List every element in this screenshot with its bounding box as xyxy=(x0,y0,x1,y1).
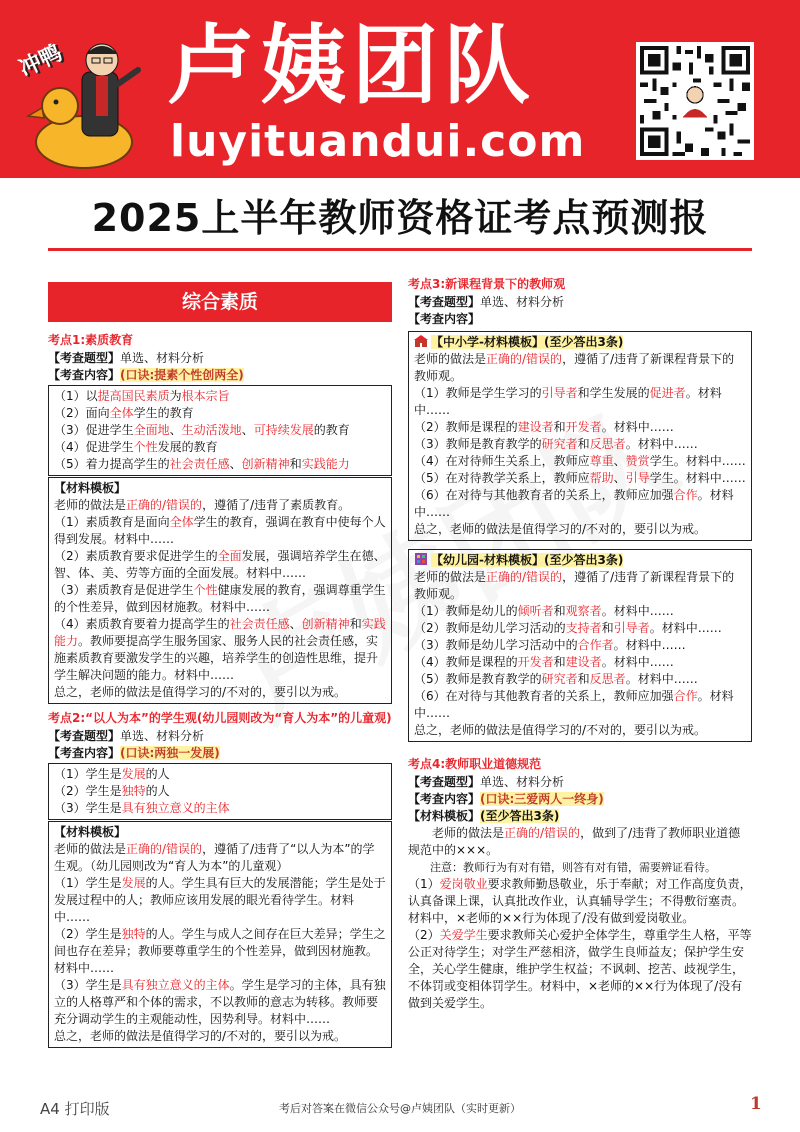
key-term: 尊重 xyxy=(589,454,614,468)
key-term: 具有独立意义的主体 xyxy=(121,801,230,815)
line-text: 。材料中…… xyxy=(625,672,698,686)
key-term: 观察者 xyxy=(565,604,602,618)
line-text: （2）教师是幼儿学习活动的 xyxy=(414,621,566,635)
line-text: （5）着力提高学生的 xyxy=(54,457,170,471)
line-text: 和 xyxy=(577,437,590,451)
k1-mat-intro xyxy=(54,497,386,514)
line-text: 的教育 xyxy=(313,423,350,437)
k1-mat-end: 总之，老师的做法是值得学习的/不对的，要引以为戒。 xyxy=(54,685,347,699)
list-item xyxy=(54,388,386,405)
k3-type-line xyxy=(408,294,752,311)
list-item xyxy=(54,800,386,817)
key-term: 研究者 xyxy=(541,672,578,686)
kindergarten-icon xyxy=(414,552,428,566)
line-text: （1）学生是 xyxy=(54,767,122,781)
title-divider xyxy=(48,248,752,251)
line-text: （2）学生是 xyxy=(54,927,122,941)
k3-title: 考点3:新课程背景下的教师观 xyxy=(408,277,566,291)
k1-mat-label: 【材料模板】 xyxy=(54,481,127,495)
line-text: 。学生是学习的主体，具有独立的人格尊严和个体的需求，不以教师的意志为转移。教师要充分调动学生的主观能动性，因势利导。材料中…… xyxy=(54,978,386,1026)
k2-type-line xyxy=(48,728,392,745)
key-term: 全面地 xyxy=(133,423,170,437)
k4-items xyxy=(408,876,752,1012)
line-text: （3）学生是 xyxy=(54,801,122,815)
line-text: 的人。学生具有巨大的发展潜能；学生是处于发展过程中的人；教师应该用发展的眼光看待学生。材料中…… xyxy=(54,876,386,924)
line-text: （3）素质教育是促进学生 xyxy=(54,583,194,597)
line-text: （1） xyxy=(408,877,440,891)
k4-mat-label: 【材料模板】 xyxy=(408,809,481,823)
brand-title: 卢姨团队 xyxy=(168,16,536,116)
key-term: 具有独立意义的主体 xyxy=(121,978,230,992)
line-text: 老师的做法是 xyxy=(54,842,127,856)
line-text: 老师的做法是 xyxy=(54,498,127,512)
qr-code-icon[interactable] xyxy=(636,42,754,160)
key-term: 合作 xyxy=(673,689,698,703)
line-text: （3）学生是 xyxy=(54,978,122,992)
key-term: 建设者 xyxy=(565,655,602,669)
list-item xyxy=(414,671,746,688)
line-text: ，遵循了/违背了素质教育。 xyxy=(202,498,351,512)
key-term: 全体 xyxy=(109,406,134,420)
k1-items-box xyxy=(48,385,392,476)
line-text: （3）教师是教育教学的 xyxy=(414,437,542,451)
k3-school-box xyxy=(408,331,752,541)
list-item xyxy=(54,439,386,456)
k3-content-label: 【考查内容】 xyxy=(408,312,481,326)
key-term: 创新精神 xyxy=(241,457,290,471)
section-banner: 综合素质 xyxy=(48,282,392,322)
key-term: 个性 xyxy=(193,583,218,597)
k2-type-value: 单选、材料分析 xyxy=(120,729,205,743)
key-term: 正确的/错误的 xyxy=(504,826,581,840)
line-text: 和学生发展的 xyxy=(577,386,650,400)
key-term: 合作 xyxy=(673,488,698,502)
k3-kg-title: 【幼儿园-材料模板】(至少答出3条) xyxy=(431,553,624,567)
k3-kg-items xyxy=(414,603,746,722)
key-term: 引导者 xyxy=(541,386,578,400)
list-item xyxy=(414,436,746,453)
line-text: 学生。材料中…… xyxy=(649,454,746,468)
line-text: （2）教师是课程的 xyxy=(414,420,518,434)
key-term: 独特 xyxy=(121,927,146,941)
line-text: 。材料中…… xyxy=(649,621,722,635)
line-text: 发展的教育 xyxy=(157,440,218,454)
key-term: 建设者 xyxy=(517,420,554,434)
line-text: 的人 xyxy=(145,784,170,798)
list-item xyxy=(408,876,752,927)
key-term: 引导者 xyxy=(613,621,650,635)
k3-kg-end: 总之，老师的做法是值得学习的/不对的，要引以为戒。 xyxy=(414,723,707,737)
list-item xyxy=(54,405,386,422)
line-text: 和 xyxy=(553,604,566,618)
list-item xyxy=(414,603,746,620)
line-text: 。材料中…… xyxy=(601,420,674,434)
line-text: 。教师要提高学生服务国家、服务人民的社会责任感，实施素质教育要激发学生的兴趣，培养学生的创造性思维，提升学生解决问题的能力。材料中…… xyxy=(54,634,379,682)
line-text: 要求教师关心爱护全体学生，尊重学生人格，平等公正对待学生；对学生严慈相济，做学生良师益友；保护学生安全，关心学生健康，维护学生权益；不讽刺、挖苦、歧视学生，不体罚或变相体罚学生。材料中，×老师的××行为体现了/没有做到关爱学生。 xyxy=(408,928,752,1010)
list-item xyxy=(414,470,746,487)
line-text: 、 xyxy=(613,471,626,485)
line-text: 学生的教育 xyxy=(133,406,194,420)
list-item xyxy=(54,456,386,473)
list-item xyxy=(54,977,386,1028)
line-text: ，做到了/违背了教师职业道德规范中的×××。 xyxy=(408,826,741,857)
k3-school-end: 总之，老师的做法是值得学习的/不对的，要引以为戒。 xyxy=(414,522,707,536)
line-text: （3）教师是幼儿学习活动中的 xyxy=(414,638,578,652)
k4-type-line xyxy=(408,774,752,791)
key-term: 正确的/错误的 xyxy=(486,570,563,584)
k3-school-intro xyxy=(414,351,746,385)
list-item xyxy=(414,637,746,654)
line-text: （4）素质教育要着力提高学生的 xyxy=(54,617,230,631)
line-text: ，遵循了/违背了“以人为本”的学生观。（幼儿园则改为“育人为本”的儿童观） xyxy=(54,842,375,873)
key-term: 赞赏 xyxy=(625,454,650,468)
line-text: 、 xyxy=(289,617,302,631)
k2-content-line xyxy=(48,745,392,762)
k1-material-box xyxy=(48,477,392,704)
k1-mat-items xyxy=(54,514,386,684)
line-text: 和 xyxy=(577,672,590,686)
key-term: 支持者 xyxy=(565,621,602,635)
page-title: 2025上半年教师资格证考点预测报 xyxy=(91,196,709,240)
line-text: （1）教师是幼儿的 xyxy=(414,604,518,618)
line-text: （6）在对待与其他教育者的关系上，教师应加强 xyxy=(414,689,674,703)
k4-intro xyxy=(408,825,752,859)
k1-type-label: 【考查题型】 xyxy=(48,351,121,365)
line-text: 和 xyxy=(289,457,302,471)
k3-type-value: 单选、材料分析 xyxy=(480,295,565,309)
school-building-icon xyxy=(414,334,428,348)
line-text: 老师的做法是 xyxy=(432,826,505,840)
header-banner xyxy=(0,0,800,178)
line-text: （6）在对待与其他教育者的关系上，教师应加强 xyxy=(414,488,674,502)
line-text: （5）教师是教育教学的 xyxy=(414,672,542,686)
line-text: 和 xyxy=(553,420,566,434)
key-term: 可持续发展 xyxy=(253,423,314,437)
k4-content-label: 【考查内容】 xyxy=(408,792,481,806)
k1-type-line xyxy=(48,350,392,367)
key-term: 促进者 xyxy=(649,386,686,400)
list-item xyxy=(54,422,386,439)
key-term: 正确的/错误的 xyxy=(126,498,203,512)
right-column xyxy=(408,274,752,1012)
k1-title: 考点1:素质教育 xyxy=(48,333,134,347)
k1-type-value: 单选、材料分析 xyxy=(120,351,205,365)
line-text: 老师的做法是 xyxy=(414,570,487,584)
k2-type-label: 【考查题型】 xyxy=(48,729,121,743)
key-term: 发展 xyxy=(121,876,146,890)
line-text: 健康发展的教育，强调尊重学生的个性差异，做到因材施教。材料中…… xyxy=(54,583,386,614)
line-text: （4）在对待师生关系上，教师应 xyxy=(414,454,590,468)
line-text: 学生的教育，强调在教育中使每个人得到发展。材料中…… xyxy=(54,515,386,546)
line-text: 。材料中…… xyxy=(613,638,686,652)
line-text: （1）学生是 xyxy=(54,876,122,890)
k3-type-label: 【考查题型】 xyxy=(408,295,481,309)
line-text: 为 xyxy=(169,389,182,403)
k4-title: 考点4:教师职业道德规范 xyxy=(408,757,542,771)
line-text: 要求教师勤恳敬业，乐于奉献；对工作高度负责，认真备课上课，认真批改作业，认真辅导学生；不得敷衍塞责。材料中，×老师的××行为体现了/没有做到爱岗敬业。 xyxy=(408,877,752,925)
line-text: （1）素质教育是面向 xyxy=(54,515,170,529)
key-term: 合作者 xyxy=(577,638,614,652)
line-text: （5）在对待教学关系上，教师应 xyxy=(414,471,590,485)
line-text: 学生。材料中…… xyxy=(649,471,746,485)
footer-print-label: A4 打印版 xyxy=(40,1100,110,1118)
key-term: 倾听者 xyxy=(517,604,554,618)
list-item xyxy=(414,419,746,436)
line-text: 、 xyxy=(229,457,242,471)
line-text: 发展，强调培养学生在德、智、体、美、劳等方面的全面发展。材料中…… xyxy=(54,549,386,580)
line-text: ，遵循了/违背了新课程背景下的教师观。 xyxy=(414,570,735,601)
mascot-text: 冲鸭 xyxy=(15,40,67,82)
key-term: 全面 xyxy=(217,549,242,563)
k3-kindergarten-box xyxy=(408,549,752,742)
line-text: （4）促进学生 xyxy=(54,440,134,454)
key-term: 关爱学生 xyxy=(439,928,488,942)
key-term: 开发者 xyxy=(517,655,554,669)
list-item xyxy=(54,582,386,616)
list-item xyxy=(414,453,746,470)
line-text: ，遵循了/违背了新课程背景下的教师观。 xyxy=(414,352,735,383)
k4-note: 注意：教师行为有对有错，则答有对有错，需要辨证看待。 xyxy=(430,861,716,874)
footer-notice: 考后对答案在微信公众号@卢姨团队（实时更新） xyxy=(279,1102,521,1115)
key-term: 创新精神 xyxy=(301,617,350,631)
line-text: 和 xyxy=(349,617,362,631)
line-text: 。材料中…… xyxy=(625,437,698,451)
k3-kg-title-line xyxy=(414,552,746,569)
line-text: （1）教师是学生学习的 xyxy=(414,386,542,400)
k2-title: 考点2:“以人为本”的学生观(幼儿园则改为“育人为本”的儿童观) xyxy=(48,711,392,725)
line-text: （3）促进学生 xyxy=(54,423,134,437)
list-item xyxy=(54,548,386,582)
key-term: 全体 xyxy=(169,515,194,529)
key-term: 社会责任感 xyxy=(229,617,290,631)
key-term: 引导 xyxy=(625,471,650,485)
k2-mnemonic: (口诀:两独一发展) xyxy=(120,746,220,760)
list-item xyxy=(414,688,746,722)
k2-content-label: 【考查内容】 xyxy=(48,746,121,760)
list-item xyxy=(54,783,386,800)
k3-school-items xyxy=(414,385,746,521)
line-text: 。材料中…… xyxy=(601,655,674,669)
list-item xyxy=(54,875,386,926)
k1-content-line xyxy=(48,367,392,384)
k4-type-value: 单选、材料分析 xyxy=(480,775,565,789)
key-term: 正确的/错误的 xyxy=(486,352,563,366)
line-text: （1）以 xyxy=(54,389,98,403)
list-item xyxy=(54,616,386,684)
page-number: 1 xyxy=(750,1094,762,1114)
list-item xyxy=(414,620,746,637)
key-term: 根本宗旨 xyxy=(181,389,230,403)
k2-mat-items xyxy=(54,875,386,1028)
line-text: 。材料中…… xyxy=(414,488,734,519)
k1-mnemonic: (口诀:提素个性创两全) xyxy=(120,368,244,382)
line-text: （2）素质教育要求促进学生的 xyxy=(54,549,218,563)
line-text: 。材料中…… xyxy=(601,604,674,618)
key-term: 实践能力 xyxy=(54,617,386,648)
k4-type-label: 【考查题型】 xyxy=(408,775,481,789)
line-text: 的人 xyxy=(145,767,170,781)
line-text: 、 xyxy=(613,454,626,468)
k4-mnemonic: (口诀:三爱两人一终身) xyxy=(480,792,604,806)
list-item xyxy=(54,926,386,977)
line-text: （2） xyxy=(408,928,440,942)
line-text: 老师的做法是 xyxy=(414,352,487,366)
line-text: （2）学生是 xyxy=(54,784,122,798)
key-term: 帮助 xyxy=(589,471,614,485)
k1-content-label: 【考查内容】 xyxy=(48,368,121,382)
key-term: 研究者 xyxy=(541,437,578,451)
key-term: 正确的/错误的 xyxy=(126,842,203,856)
line-text: 和 xyxy=(553,655,566,669)
k3-school-title-line xyxy=(414,334,746,351)
k2-items-box xyxy=(48,763,392,820)
k4-mat-line xyxy=(408,808,752,825)
key-term: 开发者 xyxy=(565,420,602,434)
k4-content-line xyxy=(408,791,752,808)
key-term: 反思者 xyxy=(589,437,626,451)
key-term: 发展 xyxy=(121,767,146,781)
line-text: （2）面向 xyxy=(54,406,110,420)
k2-mat-intro xyxy=(54,841,386,875)
line-text: 。材料中…… xyxy=(414,689,734,720)
k2-material-box xyxy=(48,821,392,1048)
key-term: 个性 xyxy=(133,440,158,454)
key-term: 独特 xyxy=(121,784,146,798)
key-term: 爱岗敬业 xyxy=(439,877,488,891)
k2-mat-label: 【材料模板】 xyxy=(54,825,127,839)
key-term: 提高国民素质 xyxy=(97,389,170,403)
key-term: 生动活泼地 xyxy=(181,423,242,437)
k3-kg-intro xyxy=(414,569,746,603)
k4-mat-note: (至少答出3条) xyxy=(480,809,560,823)
key-term: 实践能力 xyxy=(301,457,350,471)
left-column xyxy=(48,282,392,1049)
list-item xyxy=(54,766,386,783)
line-text: （4）教师是课程的 xyxy=(414,655,518,669)
list-item xyxy=(414,487,746,521)
line-text: 、 xyxy=(241,423,254,437)
line-text: 和 xyxy=(601,621,614,635)
list-item xyxy=(414,385,746,419)
key-term: 反思者 xyxy=(589,672,626,686)
list-item xyxy=(414,654,746,671)
line-text: 。材料中…… xyxy=(414,386,722,417)
key-term: 社会责任感 xyxy=(169,457,230,471)
line-text: 、 xyxy=(169,423,182,437)
list-item xyxy=(408,927,752,1012)
k2-mat-end: 总之，老师的做法是值得学习的/不对的，要引以为戒。 xyxy=(54,1029,347,1043)
list-item xyxy=(54,514,386,548)
k3-school-title: 【中小学-材料模板】(至少答出3条) xyxy=(431,335,624,349)
brand-url: luyituandui.com xyxy=(170,116,586,167)
line-text: 的人。学生与成人之间存在巨大差异；学生之间也存在差异；教师要尊重学生的个性差异，做到因材施教。材料中…… xyxy=(54,927,386,975)
